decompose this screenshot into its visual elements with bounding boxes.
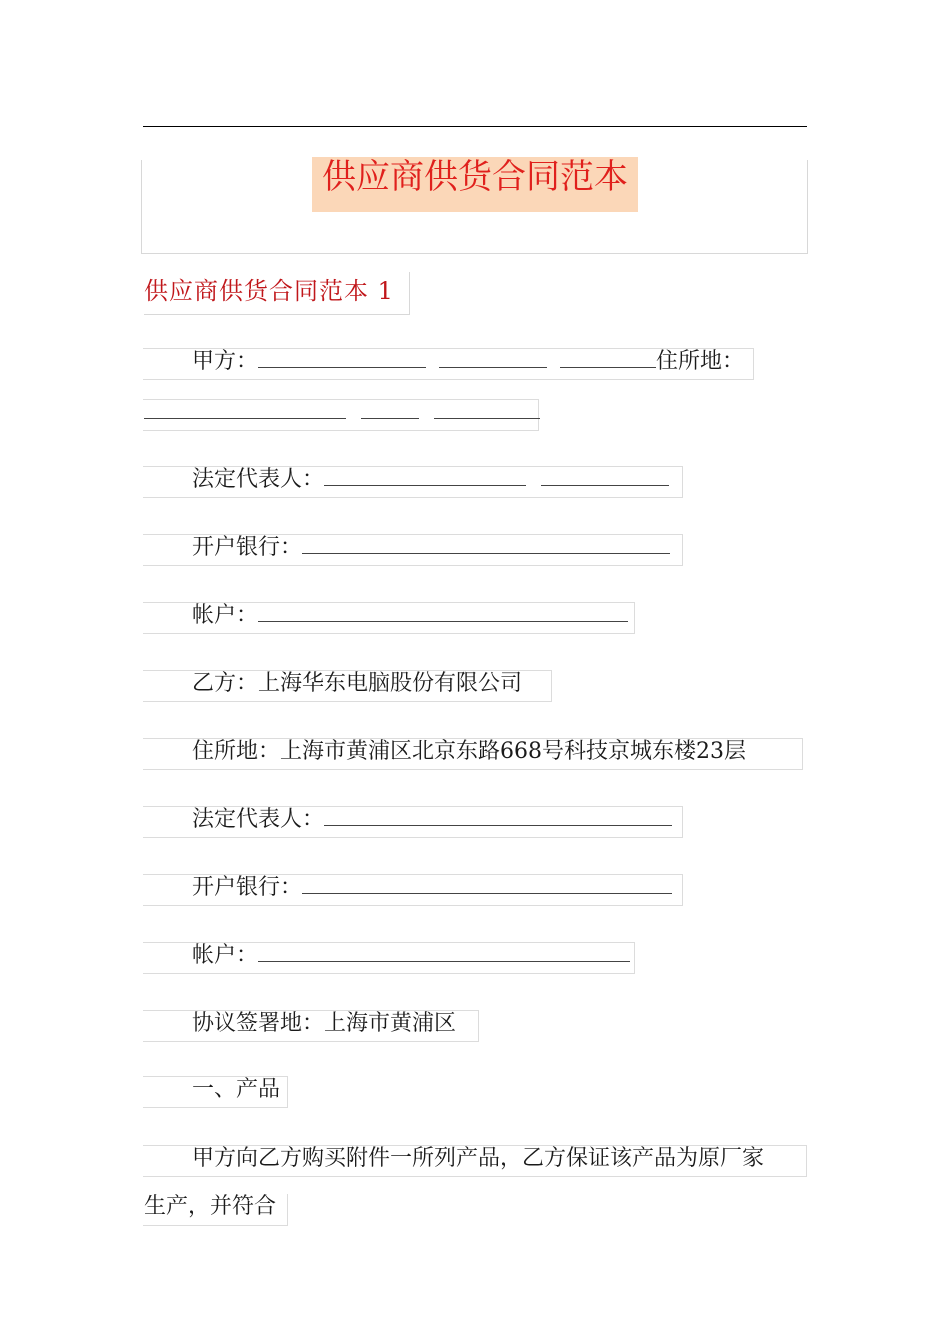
paragraph-text: 甲方向乙方购买附件一所列产品，乙方保证该产品为原厂家: [192, 1146, 765, 1171]
blank-field[interactable]: [324, 807, 672, 826]
blank-field[interactable]: [324, 467, 526, 486]
section-heading: 供应商供货合同范本 1: [144, 272, 410, 315]
paragraph-line: [143, 1145, 807, 1177]
blank-field[interactable]: [541, 467, 669, 486]
clause-heading-text: 一、产品: [192, 1077, 281, 1102]
party-a-label: 甲方：: [192, 349, 259, 374]
party-b-address-text: 住所地：上海市黄浦区北京东路668号科技京城东楼23层: [192, 739, 746, 764]
party-b-text: 乙方：上海华东电脑股份有限公司: [192, 671, 523, 696]
document-title: 供应商供货合同范本: [312, 157, 638, 212]
legal-rep-label: 法定代表人：: [192, 807, 325, 832]
blank-field[interactable]: [302, 535, 670, 554]
paragraph-text: 生产，并符合: [144, 1194, 277, 1219]
blank-field[interactable]: [361, 400, 419, 419]
account-label: 帐户：: [192, 603, 259, 628]
blank-field[interactable]: [258, 603, 628, 622]
party-a-line: [143, 348, 754, 380]
header-rule: [143, 126, 807, 127]
party-a-legal-rep-line: [143, 466, 683, 498]
blank-field[interactable]: [258, 349, 426, 368]
blank-field[interactable]: [439, 349, 547, 368]
signing-place-line: [143, 1010, 479, 1042]
address-label: 住所地：: [656, 349, 745, 374]
party-b-account-line: [143, 942, 635, 974]
party-b-address-line: [143, 738, 803, 770]
party-a-account-line: [143, 602, 635, 634]
paragraph-line: [143, 1194, 288, 1226]
legal-rep-label: 法定代表人：: [192, 467, 325, 492]
signing-place-text: 协议签署地：上海市黄浦区: [192, 1011, 457, 1036]
party-b-bank-line: [143, 874, 683, 906]
blank-field[interactable]: [560, 349, 656, 368]
clause-heading-line: [143, 1076, 288, 1108]
blank-field[interactable]: [302, 875, 672, 894]
party-a-bank-line: [143, 534, 683, 566]
blank-field[interactable]: [144, 400, 346, 419]
blank-field[interactable]: [258, 943, 630, 962]
account-label: 帐户：: [192, 943, 259, 968]
bank-label: 开户银行：: [192, 535, 303, 560]
bank-label: 开户银行：: [192, 875, 303, 900]
party-b-line: [143, 670, 552, 702]
party-a-address-line: [143, 399, 539, 431]
party-b-legal-rep-line: [143, 806, 683, 838]
blank-field[interactable]: [434, 400, 540, 419]
